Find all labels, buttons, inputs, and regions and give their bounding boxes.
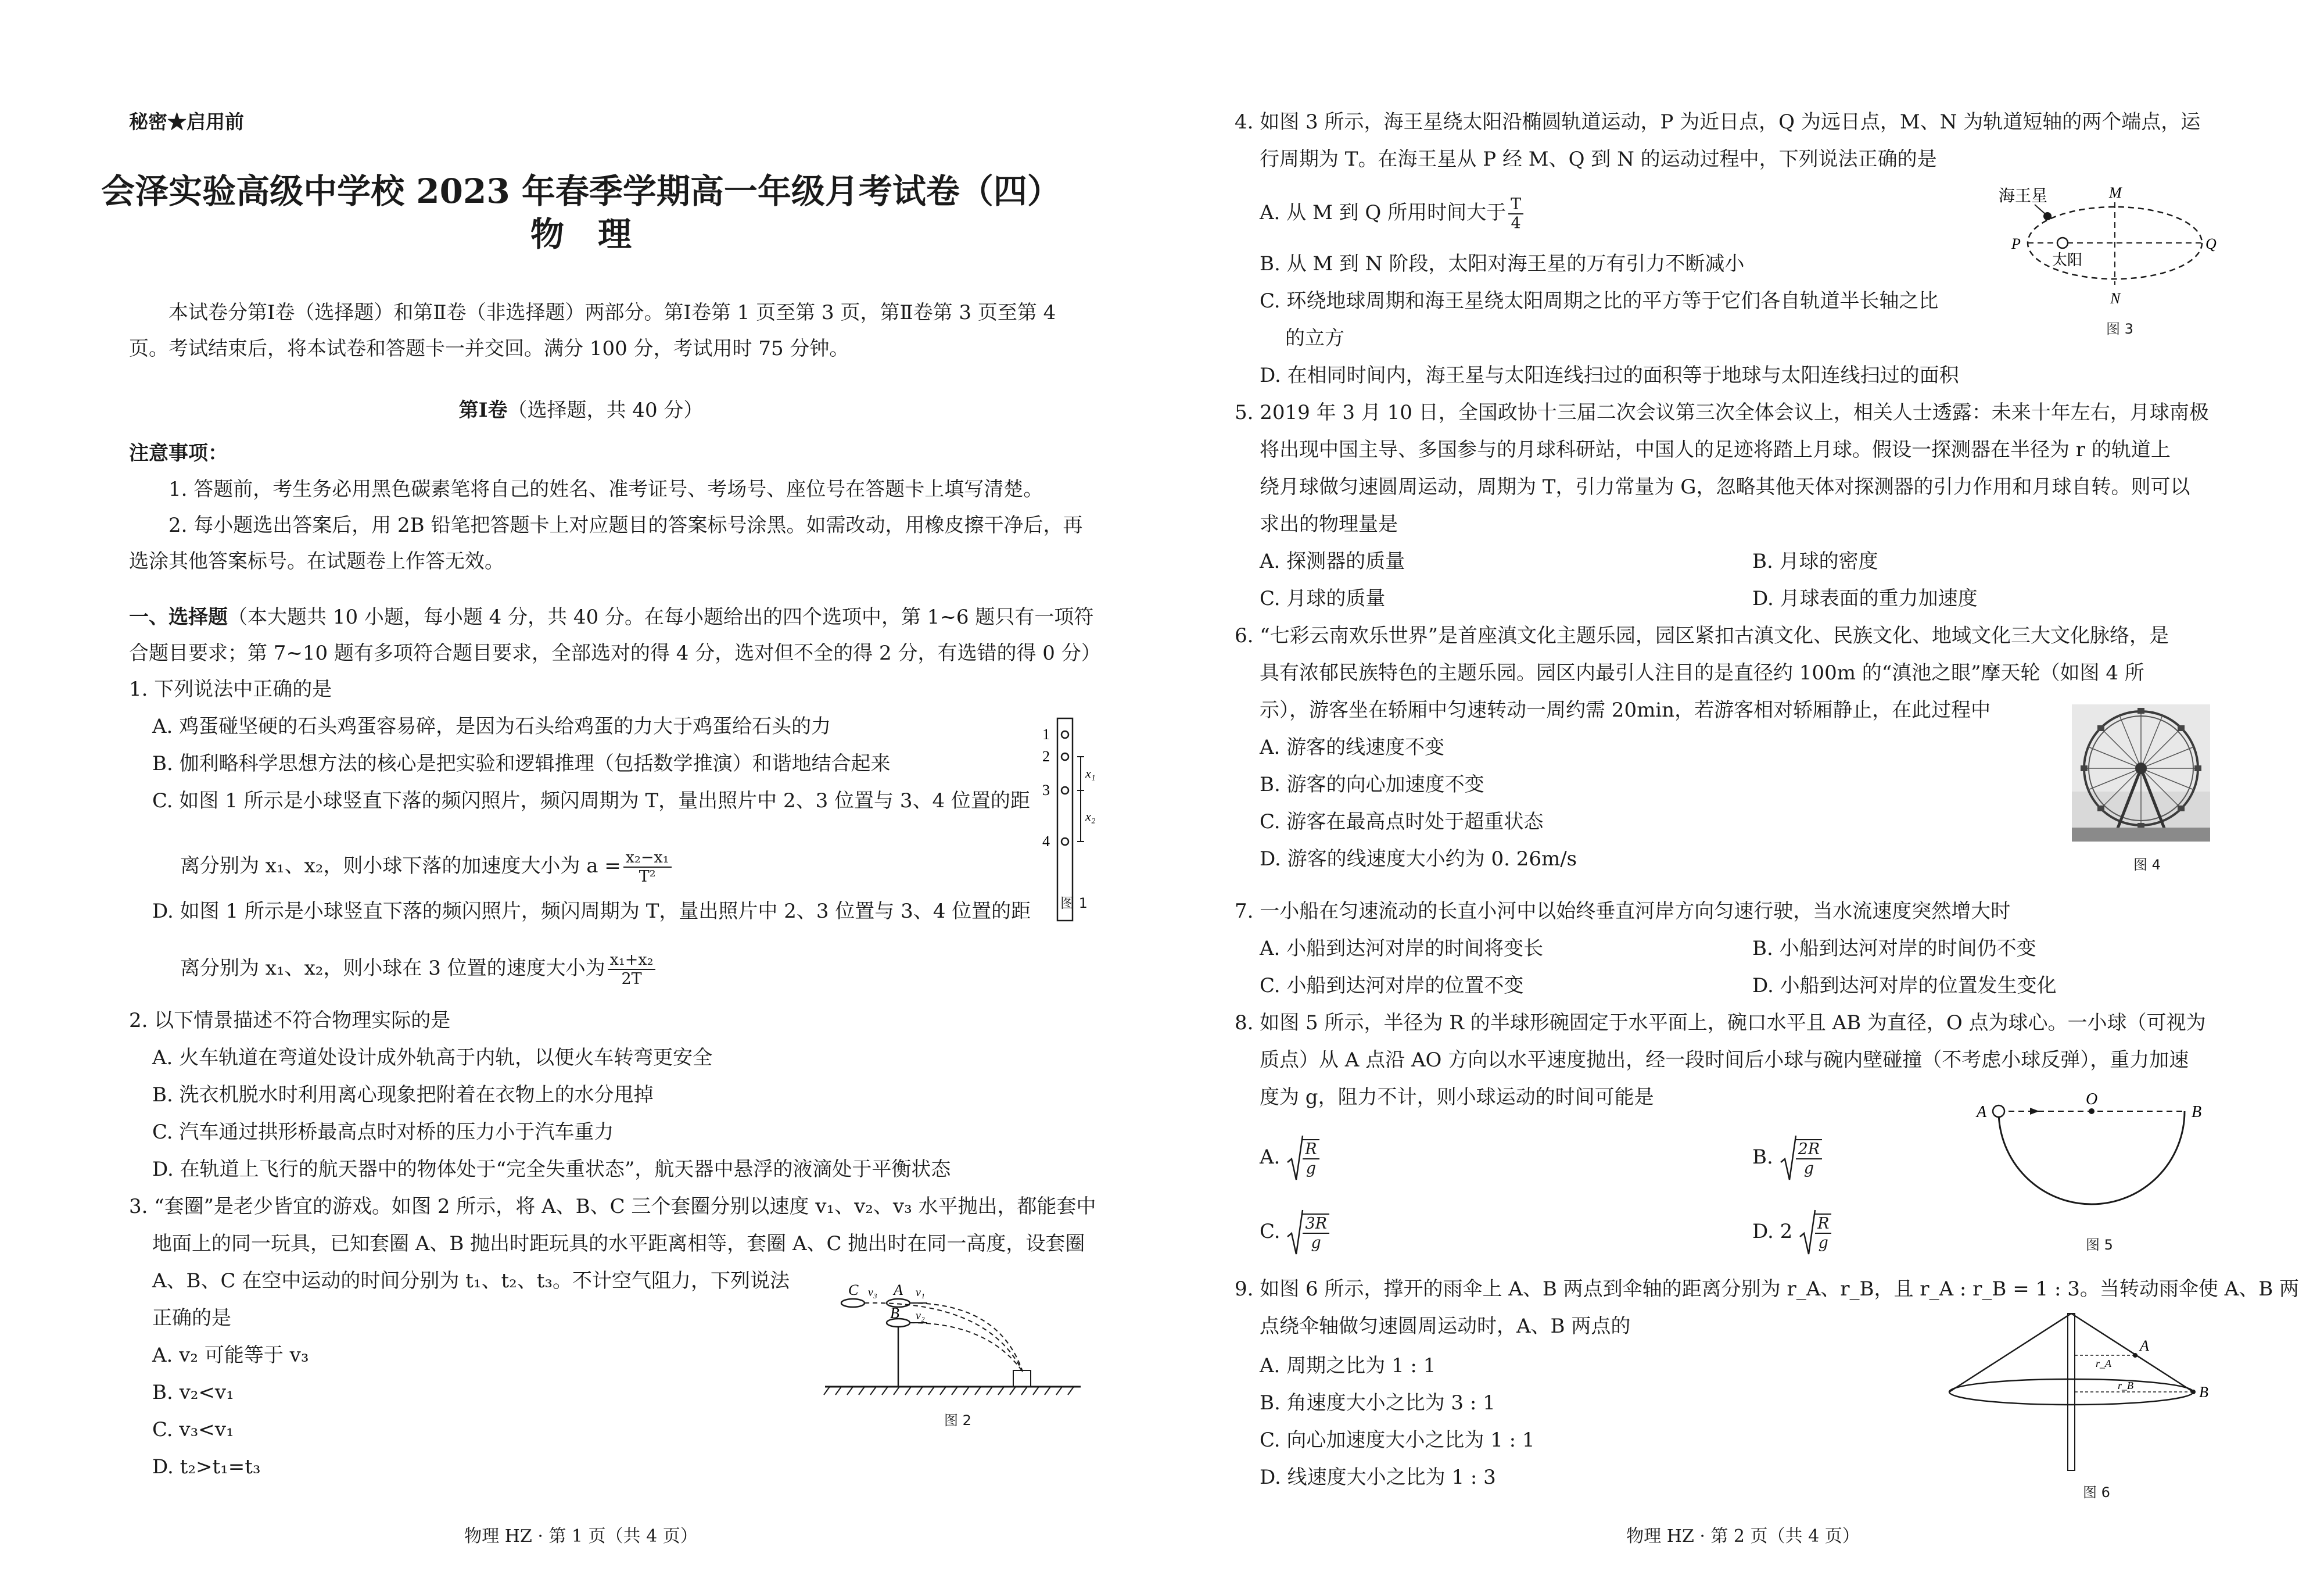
q6-stem-line-1: 6. “七彩云南欢乐世界”是首座滇文化主题乐园，园区紧扣古滇文化、民族文化、地域文化三大文化脉络，是 xyxy=(1235,624,2169,647)
notice-title: 注意事项： xyxy=(129,442,228,465)
q8-a-denominator: g xyxy=(1306,1159,1316,1177)
q5-stem-line-4: 求出的物理量是 xyxy=(1260,513,1398,536)
figure-3-neptune-orbit xyxy=(1999,185,2219,307)
fig1-label-2: 2 xyxy=(1042,748,1050,765)
q5-stem-line-2: 将出现中国主导、多国参与的月球科研站，中国人的足迹将踏上月球。假设一探测器在半径为 r 的轨道上 xyxy=(1260,438,2171,461)
q4-a-fraction xyxy=(1508,195,1523,232)
fig3-label-m: M xyxy=(2109,185,2122,201)
q6-option-a: A. 游客的线速度不变 xyxy=(1260,736,1445,759)
q2-option-a: A. 火车轨道在弯道处设计成外轨高于内轨，以便火车转弯更安全 xyxy=(152,1046,713,1069)
fig3-label-neptune: 海王星 xyxy=(1999,186,2048,205)
q3-stem-line-3: A、B、C 在空中运动的时间分别为 t₁、t₂、t₃。不计空气阻力，下列说法 xyxy=(152,1269,790,1293)
right-page-footer: 物理 HZ · 第 2 页（共 4 页） xyxy=(1626,1526,1860,1547)
intro-line-1: 本试卷分第Ⅰ卷（选择题）和第Ⅱ卷（非选择题）两部分。第Ⅰ卷第 1 页至第 3 页，第Ⅱ卷第 3 页至第 4 xyxy=(168,301,1056,324)
q8-a-radical-sign xyxy=(1286,1133,1304,1183)
q5-option-b: B. 月球的密度 xyxy=(1752,550,1878,573)
left-page-footer: 物理 HZ · 第 1 页（共 4 页） xyxy=(464,1526,698,1547)
q8-stem-line-2: 质点）从 A 点沿 AO 方向以水平速度抛出，经一段时间后小球与碗内壁碰撞（不考虑小球反弹），重力加速 xyxy=(1260,1048,2189,1072)
q9-option-d: D. 线速度大小之比为 1 : 3 xyxy=(1260,1466,1496,1489)
fig5-label-o: O xyxy=(2086,1093,2098,1108)
q5-option-d: D. 月球表面的重力加速度 xyxy=(1752,587,1978,610)
q8-option-b-label: B. xyxy=(1752,1145,1773,1169)
q8-c-radical-sign xyxy=(1286,1208,1304,1258)
fig2-label-v1: v₁ xyxy=(916,1286,925,1299)
figure-4-ferris-wheel-photo xyxy=(2072,704,2210,842)
fig6-label-rb: r_B xyxy=(2118,1380,2133,1391)
fig3-label-p: P xyxy=(2011,235,2021,252)
q1-option-d-text: 离分别为 x₁、x₂，则小球在 3 位置的速度大小为 xyxy=(180,957,605,980)
q7-option-d: D. 小船到达河对岸的位置发生变化 xyxy=(1752,974,2057,997)
q8-d-fraction xyxy=(1815,1213,1831,1252)
notice-2: 2. 每小题选出答案后，用 2B 铅笔把答题卡上对应题目的答案标号涂黑。如需改动，用橡皮擦干净后，再 xyxy=(168,514,1083,537)
q5-stem-line-1: 5. 2019 年 3 月 10 日，全国政协十三届二次会议第三次全体会议上，相关人士透露：未来十年左右，月球南极 xyxy=(1235,401,2209,424)
fig1-label-4: 4 xyxy=(1042,833,1050,850)
q4-a-denominator: 4 xyxy=(1511,214,1521,232)
q8-a-numerator: R xyxy=(1303,1140,1319,1159)
q6-option-c: C. 游客在最高点时处于超重状态 xyxy=(1260,810,1544,833)
q4-option-c-line-2: 的立方 xyxy=(1285,327,1344,350)
notice-3: 选涂其他答案标号。在试题卷上作答无效。 xyxy=(129,550,504,573)
q4-option-c-line-1: C. 环绕地球周期和海王星绕太阳周期之比的平方等于它们各自轨道半长轴之比 xyxy=(1260,289,1939,313)
section-title-bold: 第Ⅰ卷 xyxy=(458,399,508,422)
fig1-label-3: 3 xyxy=(1042,782,1050,799)
q9-stem-line-2: 点绕伞轴做匀速圆周运动时，A、B 两点的 xyxy=(1260,1315,1631,1338)
part1-text-1: （本大题共 10 小题，每小题 4 分，共 40 分。在每小题给出的四个选项中，第 1~6 题只有一项符 xyxy=(228,606,1094,629)
intro-line-2: 页。考试结束后，将本试卷和答题卡一并交回。满分 100 分，考试用时 75 分钟。 xyxy=(129,337,849,360)
fig2-label-a: A xyxy=(894,1281,903,1298)
fig3-label-sun: 太阳 xyxy=(2052,252,2083,269)
q9-option-c: C. 向心加速度大小之比为 1 : 1 xyxy=(1260,1429,1535,1452)
q7-option-a: A. 小船到达河对岸的时间将变长 xyxy=(1260,937,1544,960)
section-title-rest: （选择题，共 40 分） xyxy=(507,399,704,422)
q1-option-b: B. 伽利略科学思想方法的核心是把实验和逻辑推理（包括数学推演）和谐地结合起来 xyxy=(152,752,891,775)
fig3-label-n: N xyxy=(2110,290,2121,307)
figure-5-caption: 图 5 xyxy=(2086,1237,2113,1253)
q9-option-a: A. 周期之比为 1 : 1 xyxy=(1260,1354,1436,1377)
q5-option-a: A. 探测器的质量 xyxy=(1260,550,1405,573)
subject-title: 物 理 xyxy=(530,214,632,254)
q1-c-numerator: x₂−x₁ xyxy=(623,849,672,868)
q4-option-d: D. 在相同时间内，海王星与太阳连线扫过的面积等于地球与太阳连线扫过的面积 xyxy=(1260,364,1959,387)
figure-3-caption: 图 3 xyxy=(2106,321,2133,337)
notice-1: 1. 答题前，考生务必用黑色碳素笔将自己的姓名、准考证号、考场号、座位号在答题卡上填写清楚。 xyxy=(168,478,1043,501)
q9-option-b: B. 角速度大小之比为 3 : 1 xyxy=(1260,1391,1495,1415)
q1-option-c-line-2 xyxy=(180,845,674,887)
q1-d-fraction xyxy=(608,951,656,988)
q8-d-numerator: R xyxy=(1815,1215,1831,1234)
q9-stem-line-1: 9. 如图 6 所示，撑开的雨伞上 A、B 两点到伞轴的距离分别为 r_A、r_B，且 r_A : r_B = 1 : 3。当转动雨伞使 A、B 两 xyxy=(1235,1277,2300,1301)
section-title xyxy=(0,399,1162,422)
figure-2-ring-toss xyxy=(813,1273,1086,1406)
q4-stem-line-2: 行周期为 T。在海王星从 P 经 M、Q 到 N 的运动过程中，下列说法正确的是 xyxy=(1260,148,1937,171)
fig2-label-v3: v₃ xyxy=(868,1286,877,1299)
q8-c-denominator: g xyxy=(1311,1234,1321,1252)
fig2-label-c: C xyxy=(848,1281,859,1298)
q3-option-b: B. v₂<v₁ xyxy=(152,1381,234,1404)
figure-5-hemispherical-bowl xyxy=(1970,1093,2214,1226)
q8-stem-line-1: 8. 如图 5 所示，半径为 R 的半球形碗固定于水平面上，碗口水平且 AB 为直径，O 点为球心。一小球（可视为 xyxy=(1235,1011,2206,1034)
figure-4-caption: 图 4 xyxy=(2133,857,2161,873)
fig1-label-x1: x₁ xyxy=(1085,766,1096,781)
q8-option-c-label: C. xyxy=(1260,1220,1281,1243)
fig5-label-b: B xyxy=(2192,1103,2202,1121)
q4-option-a xyxy=(1260,192,1526,234)
q8-option-d xyxy=(1752,1205,1834,1258)
q8-b-denominator: g xyxy=(1803,1159,1814,1177)
fig6-label-b: B xyxy=(2199,1384,2208,1401)
q6-stem-line-3: 示），游客坐在轿厢中匀速转动一周约需 20min，若游客相对轿厢静止，在此过程中 xyxy=(1260,699,1991,722)
q6-stem-line-2: 具有浓郁民族特色的主题乐园。园区内最引人注目的是直径约 100m 的“滇池之眼”摩天轮（如图 4 所 xyxy=(1260,661,2144,685)
q1-d-numerator: x₁+x₂ xyxy=(608,951,656,970)
q2-stem: 2. 以下情景描述不符合物理实际的是 xyxy=(129,1009,451,1032)
q7-stem: 7. 一小船在匀速流动的长直小河中以始终垂直河岸方向匀速行驶，当水流速度突然增大时 xyxy=(1235,900,2011,923)
confidential-label: 秘密★启用前 xyxy=(129,110,244,133)
q1-option-d-line-2 xyxy=(180,947,658,989)
right-page xyxy=(1162,0,2324,1593)
fig1-label-1: 1 xyxy=(1042,726,1050,743)
q8-c-numerator: 3R xyxy=(1303,1215,1329,1234)
q8-b-radical-sign xyxy=(1780,1133,1797,1183)
fig3-label-q: Q xyxy=(2205,235,2217,252)
q3-option-c: C. v₃<v₁ xyxy=(152,1418,234,1441)
q6-option-d: D. 游客的线速度大小约为 0. 26m/s xyxy=(1260,847,1577,871)
q5-option-c: C. 月球的质量 xyxy=(1260,587,1386,610)
q8-b-numerator: 2R xyxy=(1796,1140,1823,1159)
figure-6-umbrella xyxy=(1943,1302,2222,1476)
figure-6-caption: 图 6 xyxy=(2083,1484,2110,1501)
q1-d-denominator: 2T xyxy=(621,970,642,988)
q1-c-denominator: T² xyxy=(639,868,656,886)
q1-option-a: A. 鸡蛋碰坚硬的石头鸡蛋容易碎，是因为石头给鸡蛋的力大于鸡蛋给石头的力 xyxy=(152,715,831,738)
q3-stem-line-2: 地面上的同一玩具，已知套圈 A、B 抛出时距玩具的水平距离相等，套圈 A、C 抛出时在同一高度，设套圈 xyxy=(152,1232,1085,1255)
q6-option-b: B. 游客的向心加速度不变 xyxy=(1260,773,1484,796)
q8-c-fraction xyxy=(1303,1213,1329,1252)
fig1-label-x2: x₂ xyxy=(1085,809,1096,824)
q8-option-a-label: A. xyxy=(1260,1145,1281,1169)
q3-stem-line-4: 正确的是 xyxy=(152,1306,231,1330)
q4-stem-line-1: 4. 如图 3 所示，海王星绕太阳沿椭圆轨道运动，P 为近日点，Q 为远日点，M、N 为轨道短轴的两个端点，运 xyxy=(1235,110,2201,134)
q8-b-fraction xyxy=(1796,1139,1823,1177)
q7-option-c: C. 小船到达河对岸的位置不变 xyxy=(1260,974,1524,997)
q1-option-c-text: 离分别为 x₁、x₂，则小球下落的加速度大小为 a = xyxy=(180,854,621,878)
q8-d-radical-sign xyxy=(1799,1208,1816,1258)
q2-option-b: B. 洗衣机脱水时利用离心现象把附着在衣物上的水分甩掉 xyxy=(152,1083,654,1107)
fig5-label-a: A xyxy=(1977,1103,1987,1121)
q2-option-d: D. 在轨道上飞行的航天器中的物体处于“完全失重状态”，航天器中悬浮的液滴处于平衡状态 xyxy=(152,1158,951,1181)
q4-option-a-text: A. 从 M 到 Q 所用时间大于 xyxy=(1260,201,1507,224)
q3-option-d: D. t₂>t₁=t₃ xyxy=(152,1455,261,1479)
q8-option-a xyxy=(1260,1131,1322,1183)
q1-option-c-line-1: C. 如图 1 所示是小球竖直下落的频闪照片，频闪周期为 T，量出照片中 2、3 位置与 3、4 位置的距 xyxy=(152,789,1030,812)
q8-option-b xyxy=(1752,1131,1824,1183)
fig6-label-a: A xyxy=(2140,1337,2149,1354)
q1-option-d-line-1: D. 如图 1 所示是小球竖直下落的频闪照片，频闪周期为 T，量出照片中 2、3 位置与 3、4 位置的距 xyxy=(152,900,1031,923)
q3-option-a: A. v₂ 可能等于 v₃ xyxy=(152,1344,309,1367)
part1-instructions-line-1 xyxy=(129,606,1093,629)
q8-option-c xyxy=(1260,1205,1332,1258)
q8-option-d-label: D. 2 xyxy=(1752,1220,1793,1243)
figure-2-caption: 图 2 xyxy=(944,1412,971,1429)
q1-c-fraction xyxy=(623,849,672,886)
q8-stem-line-3: 度为 g，阻力不计，则小球运动的时间可能是 xyxy=(1260,1086,1654,1109)
fig6-label-ra: r_A xyxy=(2096,1358,2111,1369)
q1-stem: 1. 下列说法中正确的是 xyxy=(129,678,332,701)
part1-instructions-line-2: 合题目要求；第 7~10 题有多项符合题目要求，全部选对的得 4 分，选对但不全的得 2 分，有选错的得 0 分） xyxy=(129,642,1101,665)
q3-stem-line-1: 3. “套圈”是老少皆宜的游戏。如图 2 所示，将 A、B、C 三个套圈分别以速度 v₁、v₂、v₃ 水平抛出，都能套中 xyxy=(129,1195,1096,1218)
q4-option-b: B. 从 M 到 N 阶段，太阳对海王星的万有引力不断减小 xyxy=(1260,252,1745,275)
figure-1-caption: 图 1 xyxy=(1060,895,1088,911)
q7-option-b: B. 小船到达河对岸的时间仍不变 xyxy=(1752,937,2036,960)
fig2-label-v2: v₂ xyxy=(916,1309,925,1322)
q4-a-numerator: T xyxy=(1508,195,1523,214)
part1-title: 一、选择题 xyxy=(129,606,228,629)
q2-option-c: C. 汽车通过拱形桥最高点时对桥的压力小于汽车重力 xyxy=(152,1121,614,1144)
fig2-label-b: B xyxy=(890,1305,899,1322)
q5-stem-line-3: 绕月球做匀速圆周运动，周期为 T，引力常量为 G，忽略其他天体对探测器的引力作用和月球自转。则可以 xyxy=(1260,475,2190,499)
q8-d-denominator: g xyxy=(1818,1234,1828,1252)
q8-a-fraction xyxy=(1303,1139,1319,1177)
exam-title: 会泽实验高级中学校 2023 年春季学期高一年级月考试卷（四） xyxy=(101,171,1061,211)
